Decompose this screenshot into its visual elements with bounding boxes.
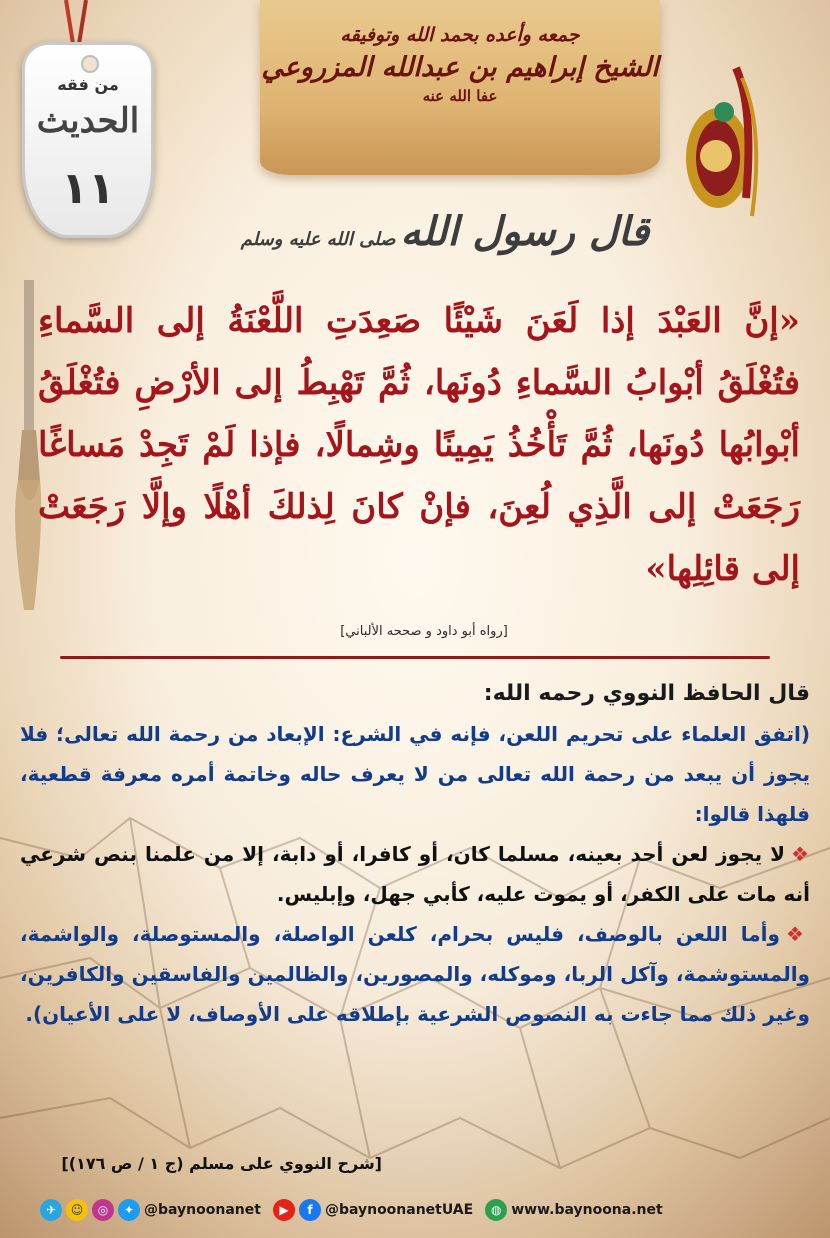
- social-footer: [40, 1195, 790, 1225]
- tag-hadith-label: الحديث: [36, 101, 140, 141]
- hadith-source: [رواه أبو داود و صححه الألباني]: [340, 624, 508, 639]
- instagram-icon[interactable]: ◎: [92, 1199, 114, 1221]
- reference-citation: [شرح النووي على مسلم (ج ١ / ص ١٧٦)]: [61, 1154, 382, 1173]
- twitter-icon[interactable]: ✦: [118, 1199, 140, 1221]
- commentary-heading: قال الحافظ النووي رحمه الله:: [483, 681, 810, 706]
- sheikh-name: الشيخ إبراهيم بن عبدالله المزروعي: [261, 52, 659, 83]
- commentary-bullet-2: [20, 914, 810, 1034]
- telegram-icon[interactable]: ✈: [40, 1199, 62, 1221]
- divider-line: [60, 656, 770, 659]
- hadith-number: ١١: [61, 163, 115, 214]
- afa-allah-line: عفا الله عنه: [422, 87, 498, 105]
- commentary-bullet-1: [20, 834, 810, 914]
- facebook-icon[interactable]: f: [299, 1199, 321, 1221]
- bullet-diamond-icon: ❖: [791, 842, 810, 866]
- youtube-icon[interactable]: ▶: [273, 1199, 295, 1221]
- bullet-1-text: لا يجوز لعن أحد بعينه، مسلما كان، أو كافرا، أو دابة، إلا من علمنا بنص شرعي أنه مات على الكفر، أو يموت عليه، كأبي جهل، وإبليس.: [20, 842, 810, 906]
- title-main: قال رسول الله: [400, 208, 650, 255]
- tag-from-label: من فقه: [57, 75, 119, 94]
- website-link[interactable]: www.baynoona.net: [511, 1202, 663, 1218]
- title-salah: صلى الله عليه وسلم: [240, 229, 396, 250]
- prophet-said-title: [230, 208, 660, 255]
- header-text-block: [260, 24, 660, 105]
- hadith-number-tag: [22, 42, 154, 238]
- compiled-by-line: جمعه وأعده بحمد الله وتوفيقه: [340, 24, 580, 46]
- baynoona-logo-icon: [676, 48, 776, 228]
- bullet-diamond-icon: ❖: [785, 922, 810, 946]
- hadith-text: «إنَّ العَبْدَ إذا لَعَنَ شَيْئًا صَعِدَتِ اللَّعْنَةُ إلى السَّماءِ فتُغْلَقُ أبْوابُ السَّماءِ دُونَها، ثُمَّ تَهْبِطُ إلى الأرْضِ فتُغْلَقُ أبْوابُها دُونَها، ثُمَّ تَأْخُذُ يَمِينًا وشِمالًا، فإذا لَمْ تَجِدْ مَساغًا رَجَعَتْ إلى الَّذِي لُعِنَ، فإنْ كانَ لِذلكَ أهْلًا وإلَّا رَجَعَتْ إلى قائِلِها»: [38, 301, 800, 589]
- globe-icon[interactable]: ◍: [485, 1199, 507, 1221]
- commentary-paragraph: (اتفق العلماء على تحريم اللعن، فإنه في الشرع: الإبعاد من رحمة الله تعالى؛ فلا يجوز أن يبعد من رحمة الله تعالى من لا يعرف حاله وخاتمة أمره معرفة قطعية، فلهذا قالوا:: [20, 722, 810, 826]
- snapchat-icon[interactable]: ☺: [66, 1199, 88, 1221]
- tag-hole: [81, 55, 99, 73]
- nawawi-commentary: [20, 674, 810, 1034]
- bullet-2-text: وأما اللعن بالوصف، فليس بحرام، كلعن الواصلة، والمستوصلة، والواشمة، والمستوشمة، وآكل الربا، وموكله، والمصورين، والظالمين والفاسقين والكافرين، وغير ذلك مما جاءت به النصوص الشرعية بإطلاقه على الأوصاف، لا على الأعيان).: [20, 922, 810, 1026]
- social-handle-2[interactable]: @baynoonanetUAE: [324, 1202, 474, 1218]
- social-handle-1[interactable]: @baynoonanet: [144, 1202, 261, 1218]
